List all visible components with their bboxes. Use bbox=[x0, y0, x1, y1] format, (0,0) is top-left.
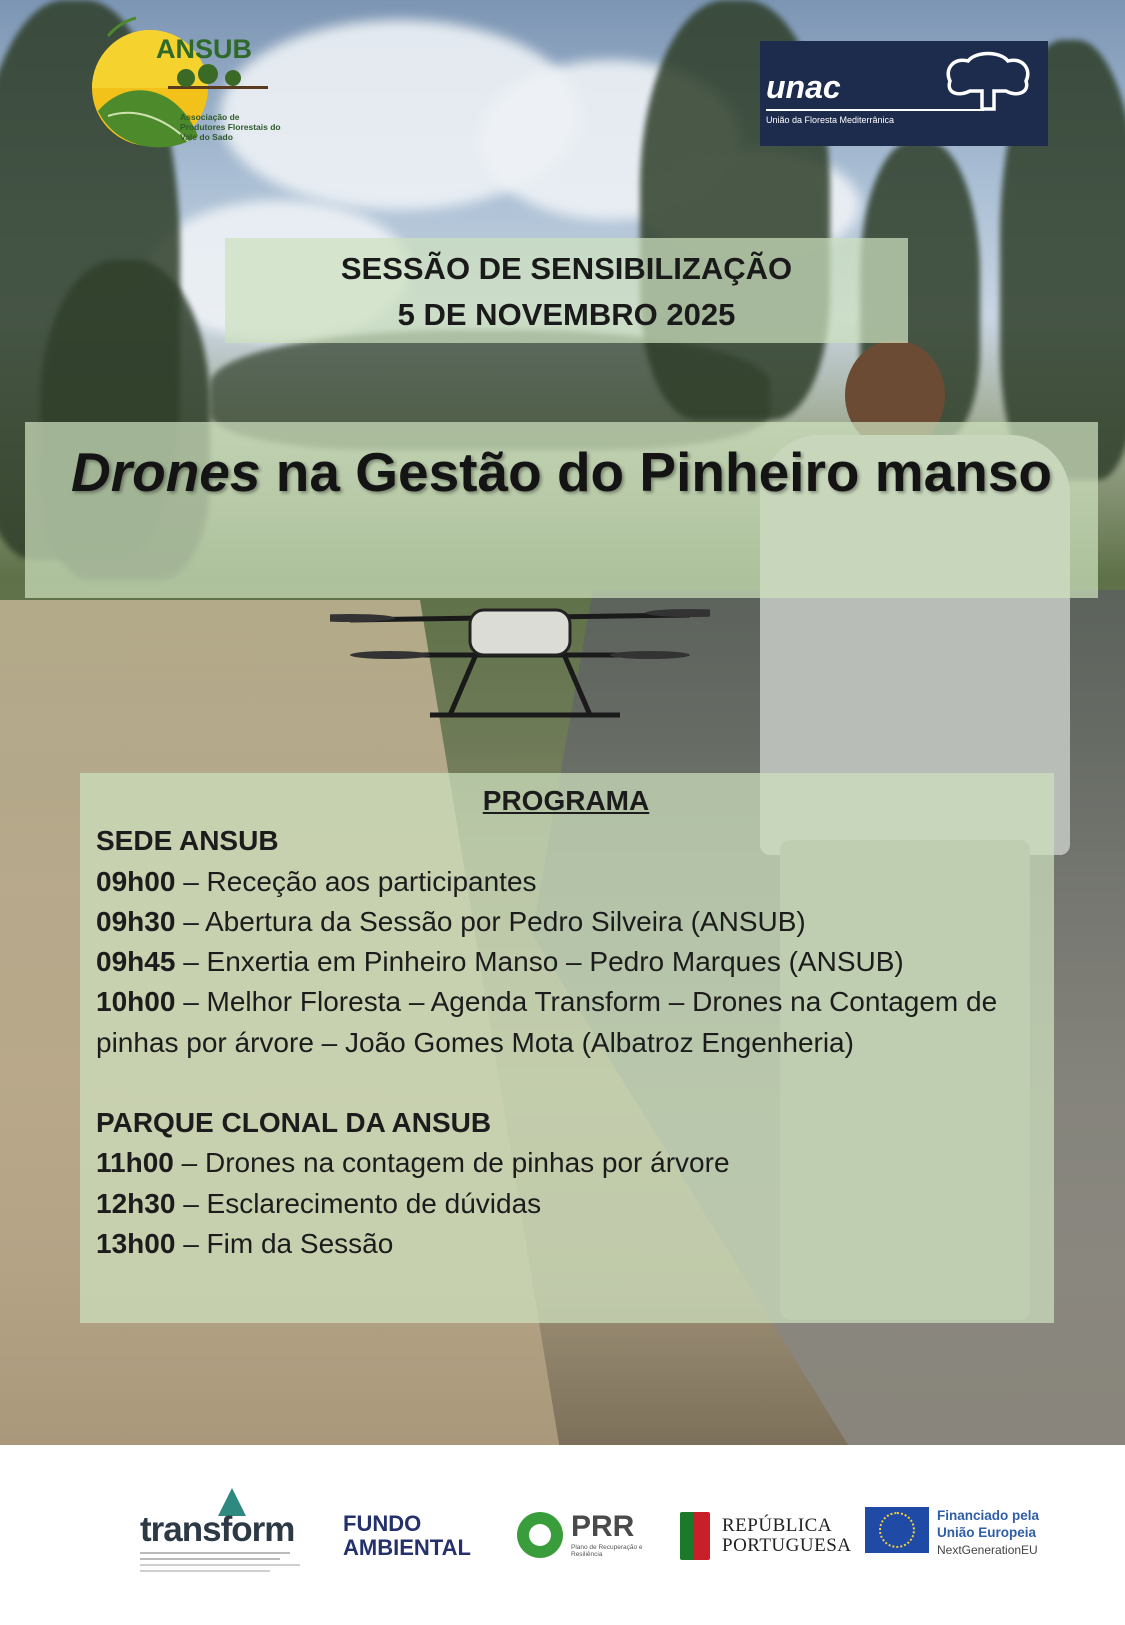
schedule-text: – Melhor Floresta – Agenda Transform – Drones na Contagem de pinhas por árvore – João Gomes Mota (Albatroz Engenheria) bbox=[96, 986, 998, 1058]
schedule-item bbox=[96, 942, 1036, 982]
republica-text bbox=[722, 1516, 851, 1556]
republica-portuguesa-logo bbox=[680, 1512, 852, 1562]
session-date: 5 DE NOVEMBRO 2025 bbox=[397, 297, 736, 332]
schedule-text: – Enxertia em Pinheiro Manso – Pedro Marques (ANSUB) bbox=[183, 946, 904, 978]
session-type: SESSÃO DE SENSIBILIZAÇÃO bbox=[340, 251, 793, 286]
title-italic: Drones bbox=[70, 441, 261, 503]
schedule-text: – Fim da Sessão bbox=[183, 1227, 394, 1259]
eu-line2: União Europeia bbox=[937, 1525, 1037, 1540]
schedule-item bbox=[96, 902, 1036, 942]
ansub-logo bbox=[88, 16, 288, 161]
session-panel bbox=[225, 238, 908, 343]
transform-logo bbox=[140, 1488, 310, 1580]
portugal-flag-icon bbox=[680, 1512, 710, 1560]
title-panel bbox=[25, 422, 1098, 598]
schedule-item bbox=[96, 982, 1036, 1063]
unac-tagline: União da Floresta Mediterrânica bbox=[766, 115, 895, 125]
fundo-line2: AMBIENTAL bbox=[343, 1535, 471, 1560]
ansub-subtitle: Associação de Produtores Florestais do Vale do Sado bbox=[180, 112, 281, 142]
schedule-time: 13h00 bbox=[96, 1227, 176, 1259]
drone-illustration bbox=[330, 585, 710, 725]
schedule-time: 09h30 bbox=[96, 905, 176, 937]
schedule-text: – Receção aos participantes bbox=[183, 865, 537, 897]
session-info bbox=[225, 246, 908, 338]
programme-heading: PROGRAMA bbox=[482, 785, 650, 816]
prr-circle-icon bbox=[517, 1512, 563, 1558]
eu-funding-logo bbox=[865, 1507, 1085, 1565]
schedule-time: 09h45 bbox=[96, 946, 176, 978]
schedule-item bbox=[96, 1224, 1036, 1264]
transform-name: transform bbox=[140, 1510, 295, 1549]
section-title: PARQUE CLONAL DA ANSUB bbox=[96, 1107, 492, 1139]
prr-subtitle: Plano de Recuperação e Resiliência bbox=[571, 1544, 643, 1558]
title-rest: na Gestão do Pinheiro manso bbox=[275, 441, 1053, 503]
republica-line2: PORTUGUESA bbox=[722, 1535, 852, 1556]
event-title bbox=[25, 434, 1098, 510]
unac-name: unac bbox=[766, 69, 841, 105]
prr-logo bbox=[517, 1510, 652, 1564]
schedule-time: 11h00 bbox=[96, 1147, 174, 1179]
schedule-time: 10h00 bbox=[96, 986, 176, 1018]
unac-tree-icon bbox=[942, 51, 1034, 111]
eu-flag-icon bbox=[865, 1507, 929, 1553]
schedule-text: – Esclarecimento de dúvidas bbox=[183, 1187, 542, 1219]
eu-text bbox=[937, 1507, 1039, 1541]
section-title: SEDE ANSUB bbox=[96, 825, 279, 857]
schedule-time: 12h30 bbox=[96, 1187, 176, 1219]
schedule-item bbox=[96, 862, 1036, 902]
schedule-item bbox=[96, 1184, 1036, 1224]
schedule-time: 09h00 bbox=[96, 865, 176, 897]
fundo-line1: FUNDO bbox=[343, 1511, 422, 1536]
eu-line1: Financiado pela bbox=[937, 1508, 1040, 1523]
schedule-item bbox=[96, 1143, 1036, 1183]
unac-logo bbox=[760, 41, 1048, 146]
prr-name: PRR bbox=[571, 1510, 635, 1543]
ansub-name: ANSUB bbox=[156, 34, 253, 64]
programme-panel bbox=[80, 773, 1054, 1323]
eu-nextgen: NextGenerationEU bbox=[937, 1543, 1038, 1557]
schedule-text: – Abertura da Sessão por Pedro Silveira (ANSUB) bbox=[183, 905, 806, 937]
republica-line1: REPÚBLICA bbox=[722, 1515, 833, 1536]
schedule-text: – Drones na contagem de pinhas por árvore bbox=[181, 1147, 730, 1179]
fundo-ambiental-logo bbox=[343, 1512, 471, 1560]
